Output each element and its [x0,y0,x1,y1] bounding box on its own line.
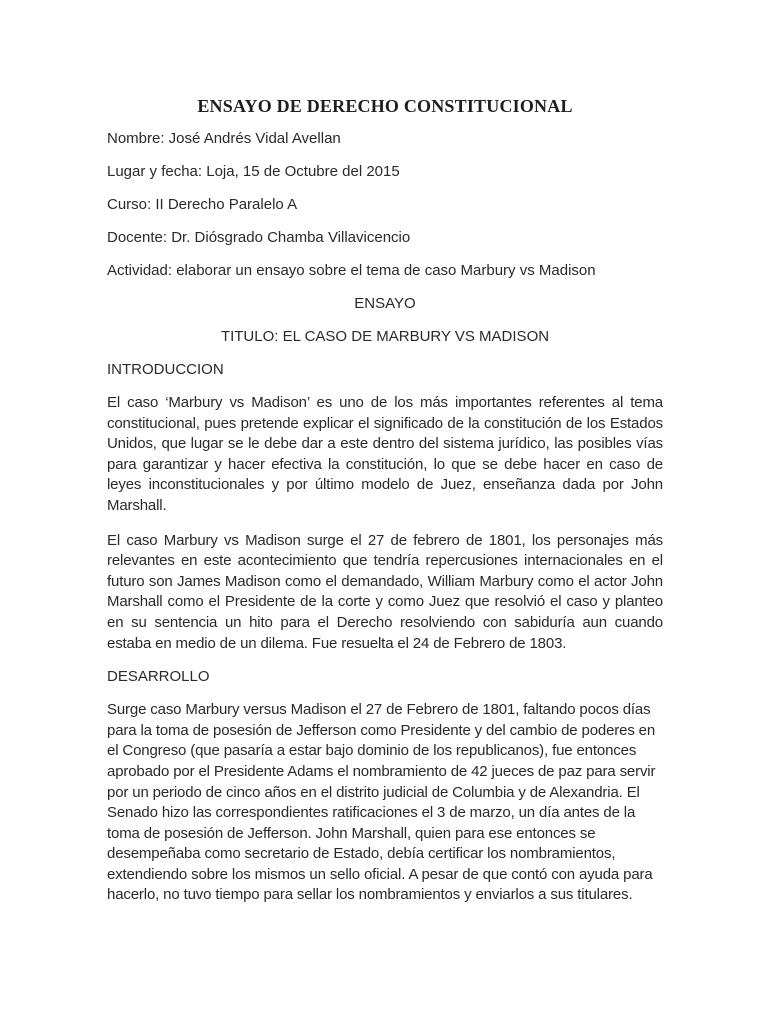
document-title: ENSAYO DE DERECHO CONSTITUCIONAL [197,96,573,116]
introduction-heading: INTRODUCCION [107,361,224,378]
document-content [107,96,663,920]
development-paragraph: Surge caso Marbury versus Madison el 27 de Febrero de 1801, faltando pocos días para la toma de posesión de Jefferson como Presidente y del cambio de poderes en el Congreso (que pasaría a estar bajo dominio de los republicanos), fue entonces aprobado por el Presidente Adams el nombramiento de 42 jueces de paz para servir por un periodo de cinco años en el distrito judicial de Columbia y de Alexandria. El Senado hizo las correspondientes ratificaciones el 3 de marzo, un día antes de la toma de posesión de Jefferson. John Marshall, quien para ese entonces se desempeñaba como secretario de Estado, debía certificar los nombramientos, extendiendo sobre los mismos un sello oficial. A pesar de que contó con ayuda para hacerlo, no tuvo tiempo para sellar los nombramientos y enviarlos a sus titulares. [107,701,656,904]
activity: Actividad: elaborar un ensayo sobre el tema de caso Marbury vs Madison [107,262,596,279]
essay-label: ENSAYO [354,295,416,312]
place-and-date: Lugar y fecha: Loja, 15 de Octubre del 2015 [107,163,400,180]
introduction-paragraph: El caso Marbury vs Madison surge el 27 de febrero de 1801, los personajes más relevantes en este acontecimiento que tendría repercusiones internacionales en el futuro son James Madison como el demandado, William Marbury como el actor John Marshall como el Presidente de la corte y como Juez que resolvió el caso y planteo en su sentencia un hito para el Derecho resolviendo con sabiduría aun cuando estaba en medio de un dilema. Fue resuelta el 24 de Febrero de 1803. [107,531,663,652]
teacher: Docente: Dr. Diósgrado Chamba Villavicencio [107,229,411,246]
development-heading: DESARROLLO [107,668,210,686]
course: Curso: II Derecho Paralelo A [107,196,298,213]
introduction-paragraph: El caso ‘Marbury vs Madison’ es uno de los más importantes referentes al tema constitucional, pues pretende explicar el significado de la constitución de los Estados Unidos, que lugar se le debe dar a este dentro del sistema jurídico, las posibles vías para garantizar y hacer efectiva la constitución, lo que se debe hacer en caso de leyes inconstitucionales y por último modelo de Juez, enseñanza dada por John Marshall. [107,394,663,514]
author-name: Nombre: José Andrés Vidal Avellan [107,130,341,147]
essay-subtitle: TITULO: EL CASO DE MARBURY VS MADISON [220,328,550,345]
